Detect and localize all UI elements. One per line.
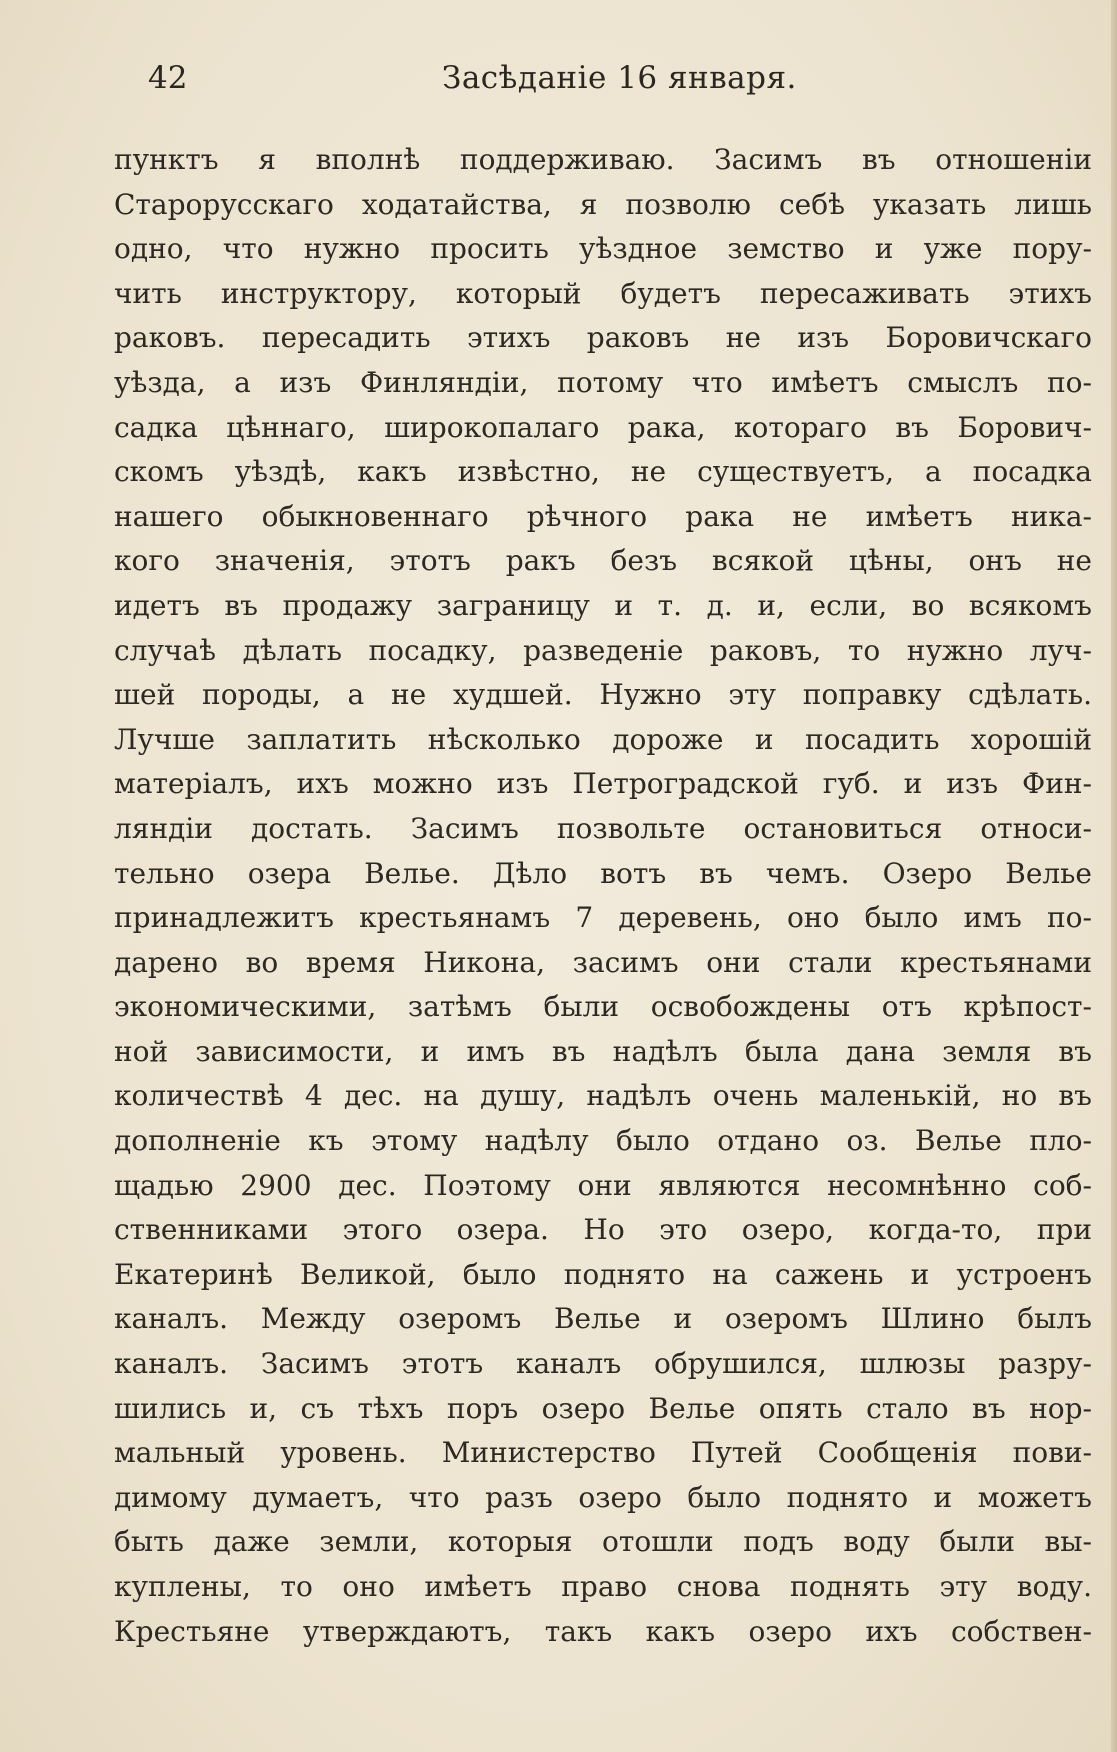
text-line: быть даже земли, которыя отошли подъ воду были вы- xyxy=(114,1525,1092,1559)
page-header xyxy=(0,52,1117,102)
text-line: скомъ уѣздѣ, какъ извѣстно, не существуетъ, а посадка xyxy=(114,455,1092,489)
text-line: дарено во время Никона, засимъ они стали крестьянами xyxy=(114,945,1092,979)
text-line: Екатеринѣ Великой, было поднято на сажень и устроенъ xyxy=(114,1257,1092,1291)
text-line: чить инструктору, который будетъ пересаживать этихъ xyxy=(114,276,1092,310)
text-line: Лучше заплатить нѣсколько дороже и посадить хорошій xyxy=(114,722,1092,756)
text-line: Старорусскаго ходатайства, я позволю себѣ указать лишь xyxy=(114,187,1092,221)
text-line: димому думаетъ, что разъ озеро было поднято и можетъ xyxy=(114,1480,1092,1514)
text-line: идетъ въ продажу заграницу и т. д. и, если, во всякомъ xyxy=(114,588,1092,622)
text-line: тельно озера Велье. Дѣло вотъ въ чемъ. Озеро Велье xyxy=(114,856,1092,890)
text-line: куплены, то оно имѣетъ право снова поднять эту воду. xyxy=(114,1570,1092,1603)
text-line: матеріалъ, ихъ можно изъ Петроградской губ. и изъ Фин- xyxy=(114,767,1092,801)
text-line: садка цѣннаго, широкопалаго рака, котораго въ Борович- xyxy=(114,410,1092,444)
text-line: случаѣ дѣлать посадку, разведеніе раковъ, то нужно луч- xyxy=(114,633,1092,667)
text-line: ной зависимости, и имъ въ надѣлъ была дана земля въ xyxy=(114,1034,1092,1068)
text-line: каналъ. Между озеромъ Велье и озеромъ Шлино былъ xyxy=(114,1302,1092,1336)
text-line: нашего обыкновеннаго рѣчного рака не имѣетъ ника- xyxy=(114,499,1092,533)
text-line: Крестьяне утверждаютъ, такъ какъ озеро ихъ собствен- xyxy=(114,1614,1092,1648)
text-line: дополненіе къ этому надѣлу было отдано оз. Велье пло- xyxy=(114,1124,1092,1158)
text-line: экономическими, затѣмъ были освобождены отъ крѣпост- xyxy=(114,990,1092,1024)
text-line: уѣзда, а изъ Финляндіи, потому что имѣетъ смыслъ по- xyxy=(114,365,1092,399)
text-line: каналъ. Засимъ этотъ каналъ обрушился, шлюзы разру- xyxy=(114,1347,1092,1381)
running-title: Засѣданіе 16 января. xyxy=(442,60,797,96)
text-line: количествѣ 4 дес. на душу, надѣлъ очень маленькій, но въ xyxy=(114,1079,1092,1113)
text-line: ственниками этого озера. Но это озеро, когда-то, при xyxy=(114,1213,1092,1247)
text-line: ляндіи достать. Засимъ позвольте остановиться относи- xyxy=(114,811,1092,845)
text-line: раковъ. пересадить этихъ раковъ не изъ Боровичскаго xyxy=(114,321,1092,355)
page-edge xyxy=(1111,0,1117,1752)
text-line: шей породы, а не худшей. Нужно эту поправку сдѣлать. xyxy=(114,678,1092,712)
text-line: принадлежитъ крестьянамъ 7 деревень, оно было имъ по- xyxy=(114,901,1092,935)
text-line: мальный уровень. Министерство Путей Сообщенія пови- xyxy=(114,1436,1092,1470)
text-line: пунктъ я вполнѣ поддерживаю. Засимъ въ отношеніи xyxy=(114,143,1092,176)
text-line: шились и, съ тѣхъ поръ озеро Велье опять стало въ нор- xyxy=(114,1391,1092,1425)
text-line: кого значенія, этотъ ракъ безъ всякой цѣны, онъ не xyxy=(114,544,1092,578)
body-text xyxy=(114,138,1092,1654)
text-line: щадью 2900 дес. Поэтому они являются несомнѣнно соб- xyxy=(114,1168,1092,1202)
text-line: одно, что нужно просить уѣздное земство и уже пору- xyxy=(114,232,1092,266)
page-number: 42 xyxy=(148,60,188,96)
